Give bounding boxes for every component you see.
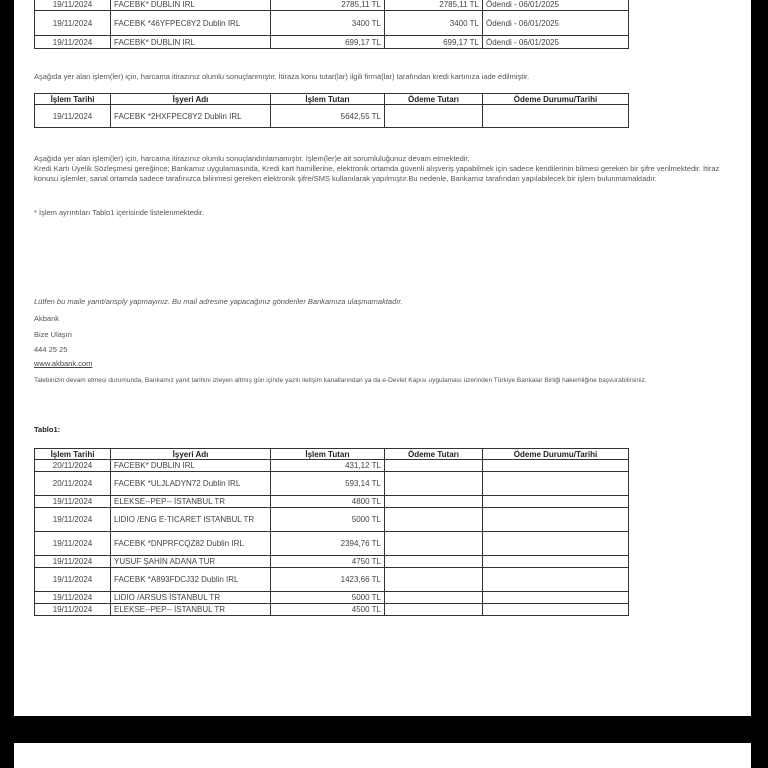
header-status: Ödeme Durumu/Tarihi — [483, 94, 629, 105]
table-row — [35, 592, 629, 604]
cell-merchant: FACEBK *A893FDCJ32 Dublin IRL — [111, 568, 271, 592]
header-date: İşlem Tarihi — [35, 449, 111, 460]
header-amount: İşlem Tutarı — [271, 449, 385, 460]
cell-amount: 5000 TL — [271, 592, 385, 604]
contact-label: Bize Ulaşın — [34, 330, 72, 339]
cell-status — [483, 532, 629, 556]
header-merchant: İşyeri Adı — [111, 449, 271, 460]
cell-paid: 699,17 TL — [385, 36, 483, 49]
refund-note: Aşağıda yer alan işlem(ler) için, harcama itirazınız olumlu sonuçlanmıştır. İtiraza konu tutar(lar) ilgili firma(lar) tarafından kredi kartınıza iade edilmiştir. — [34, 72, 530, 81]
no-reply-note: Lütfen bu maile yanıt/ansply yapmayınız. Bu mail adresine yapacağınız gönderiler Bankamıza ulaşmamaktadır. — [34, 297, 403, 306]
cell-paid — [385, 460, 483, 472]
table-row — [35, 604, 629, 616]
cell-merchant: LIDIO /ENG E-TICARET ISTANBUL TR — [111, 508, 271, 532]
cell-paid — [385, 592, 483, 604]
table-row — [35, 532, 629, 556]
cell-status — [483, 472, 629, 496]
cell-date: 19/11/2024 — [35, 496, 111, 508]
header-status: Ödeme Durumu/Tarihi — [483, 449, 629, 460]
header-date: İşlem Tarihi — [35, 94, 111, 105]
table-row — [35, 11, 629, 36]
website-link[interactable]: www.akbank.com — [34, 359, 93, 368]
table-row — [35, 568, 629, 592]
header-paid: Ödeme Tutarı — [385, 449, 483, 460]
cell-status — [483, 496, 629, 508]
details-note: * İşlem ayrıntıları Tablo1 içerisinde listelenmektedir. — [34, 208, 204, 217]
cell-date: 19/11/2024 — [35, 11, 111, 36]
cell-merchant: FACEBK* DUBLIN IRL — [111, 0, 271, 11]
table-row — [35, 36, 629, 49]
cell-amount: 593,14 TL — [271, 472, 385, 496]
next-page — [14, 743, 751, 768]
table-row — [35, 105, 629, 128]
disclaimer: Talebinizin devam etmesi durumunda, Bankamız yanıt tarihini izleyen altmış gün içinde yazılı iletişim kanallarından ya da e-Devlet Kapısı uygulaması üzerinden Türkiye Bankalar Birliği hakemliğine başvurabilirsiniz. — [34, 377, 647, 384]
cell-status: Ödendi - 06/01/2025 — [483, 36, 629, 49]
cell-status — [483, 604, 629, 616]
refund-table — [34, 93, 629, 128]
top-transactions-table — [34, 0, 629, 49]
cell-amount: 5642,55 TL — [271, 105, 385, 128]
cell-paid — [385, 496, 483, 508]
cell-date: 19/11/2024 — [35, 532, 111, 556]
negative-note-line1: Aşağıda yer alan işlem(ler) için, harcama itirazınız olumlu sonuçlandırılamamıştır. İşlem(ler)e ait sorumluluğunuz devam etmektedir. — [34, 154, 470, 163]
cell-paid — [385, 508, 483, 532]
tablo1-table — [34, 448, 629, 616]
cell-merchant: ELEKSE--PEP-- İSTANBUL TR — [111, 604, 271, 616]
cell-status — [483, 556, 629, 568]
cell-date: 19/11/2024 — [35, 604, 111, 616]
cell-amount: 3400 TL — [271, 11, 385, 36]
cell-date: 20/11/2024 — [35, 460, 111, 472]
cell-paid: 3400 TL — [385, 11, 483, 36]
cell-merchant: FACEBK *2HXFPEC8Y2 Dublin IRL — [111, 105, 271, 128]
cell-merchant: LIDIO /ARSUS İSTANBUL TR — [111, 592, 271, 604]
tablo1-title: Tablo1: — [34, 425, 61, 434]
cell-paid: 2785,11 TL — [385, 0, 483, 11]
cell-merchant: ELEKSE--PEP-- İSTANBUL TR — [111, 496, 271, 508]
cell-amount: 5000 TL — [271, 508, 385, 532]
header-paid: Ödeme Tutarı — [385, 94, 483, 105]
table-row — [35, 0, 629, 11]
bank-name: Akbank — [34, 314, 60, 323]
cell-date: 19/11/2024 — [35, 556, 111, 568]
cell-merchant: FACEBK *DNPRFCQZ82 Dublin IRL — [111, 532, 271, 556]
cell-paid — [385, 568, 483, 592]
cell-status — [483, 460, 629, 472]
cell-status — [483, 508, 629, 532]
cell-date: 19/11/2024 — [35, 508, 111, 532]
cell-date: 19/11/2024 — [35, 592, 111, 604]
cell-amount: 4800 TL — [271, 496, 385, 508]
cell-date: 19/11/2024 — [35, 0, 111, 11]
cell-amount: 2785,11 TL — [271, 0, 385, 11]
document-page — [14, 0, 751, 716]
cell-merchant: FACEBK *ULJLADYN72 Dublin IRL — [111, 472, 271, 496]
cell-amount: 431,12 TL — [271, 460, 385, 472]
cell-paid — [385, 604, 483, 616]
cell-paid — [385, 105, 483, 128]
cell-status: Ödendi - 06/01/2025 — [483, 11, 629, 36]
cell-status — [483, 592, 629, 604]
cell-status: Ödendi - 06/01/2025 — [483, 0, 629, 11]
cell-merchant: FACEBK* DUBLIN IRL — [111, 460, 271, 472]
cell-merchant: FACEBK* DUBLIN IRL — [111, 36, 271, 49]
cell-merchant: YUSUF ŞAHİN ADANA TUR — [111, 556, 271, 568]
header-merchant: İşyeri Adı — [111, 94, 271, 105]
table-row — [35, 508, 629, 532]
cell-status — [483, 568, 629, 592]
table-row — [35, 472, 629, 496]
cell-paid — [385, 532, 483, 556]
cell-paid — [385, 472, 483, 496]
table-row — [35, 460, 629, 472]
cell-paid — [385, 556, 483, 568]
cell-date: 19/11/2024 — [35, 105, 111, 128]
cell-date: 20/11/2024 — [35, 472, 111, 496]
cell-amount: 4500 TL — [271, 604, 385, 616]
cell-merchant: FACEBK *46YFPEC8Y2 Dublin IRL — [111, 11, 271, 36]
header-amount: İşlem Tutarı — [271, 94, 385, 105]
phone-number: 444 25 25 — [34, 345, 68, 354]
cell-amount: 4750 TL — [271, 556, 385, 568]
cell-amount: 2394,76 TL — [271, 532, 385, 556]
cell-amount: 699,17 TL — [271, 36, 385, 49]
table-row — [35, 496, 629, 508]
cell-date: 19/11/2024 — [35, 568, 111, 592]
table-row — [35, 556, 629, 568]
negative-note-line2: Kredi Kartı Üyelik Sözleşmesi gereğince; Bankamız uygulamasında, Kredi kart hamillerine, elektronik ortamda güvenli alışveriş yapabilmek için sadece kendilerinin bilmesi gereken bir şifre verilmektedir. İtiraz konusu işlemler, sanal ortamda sadece tarafınızca bilinmesi gereken elektronik şifre/SMS kullanılarak yapılmıştır.Bu nedenle, Bankamız tarafından yapılabilecek bir işlem bulunmamaktadır. — [34, 164, 720, 183]
cell-date: 19/11/2024 — [35, 36, 111, 49]
cell-amount: 1423,66 TL — [271, 568, 385, 592]
cell-status — [483, 105, 629, 128]
